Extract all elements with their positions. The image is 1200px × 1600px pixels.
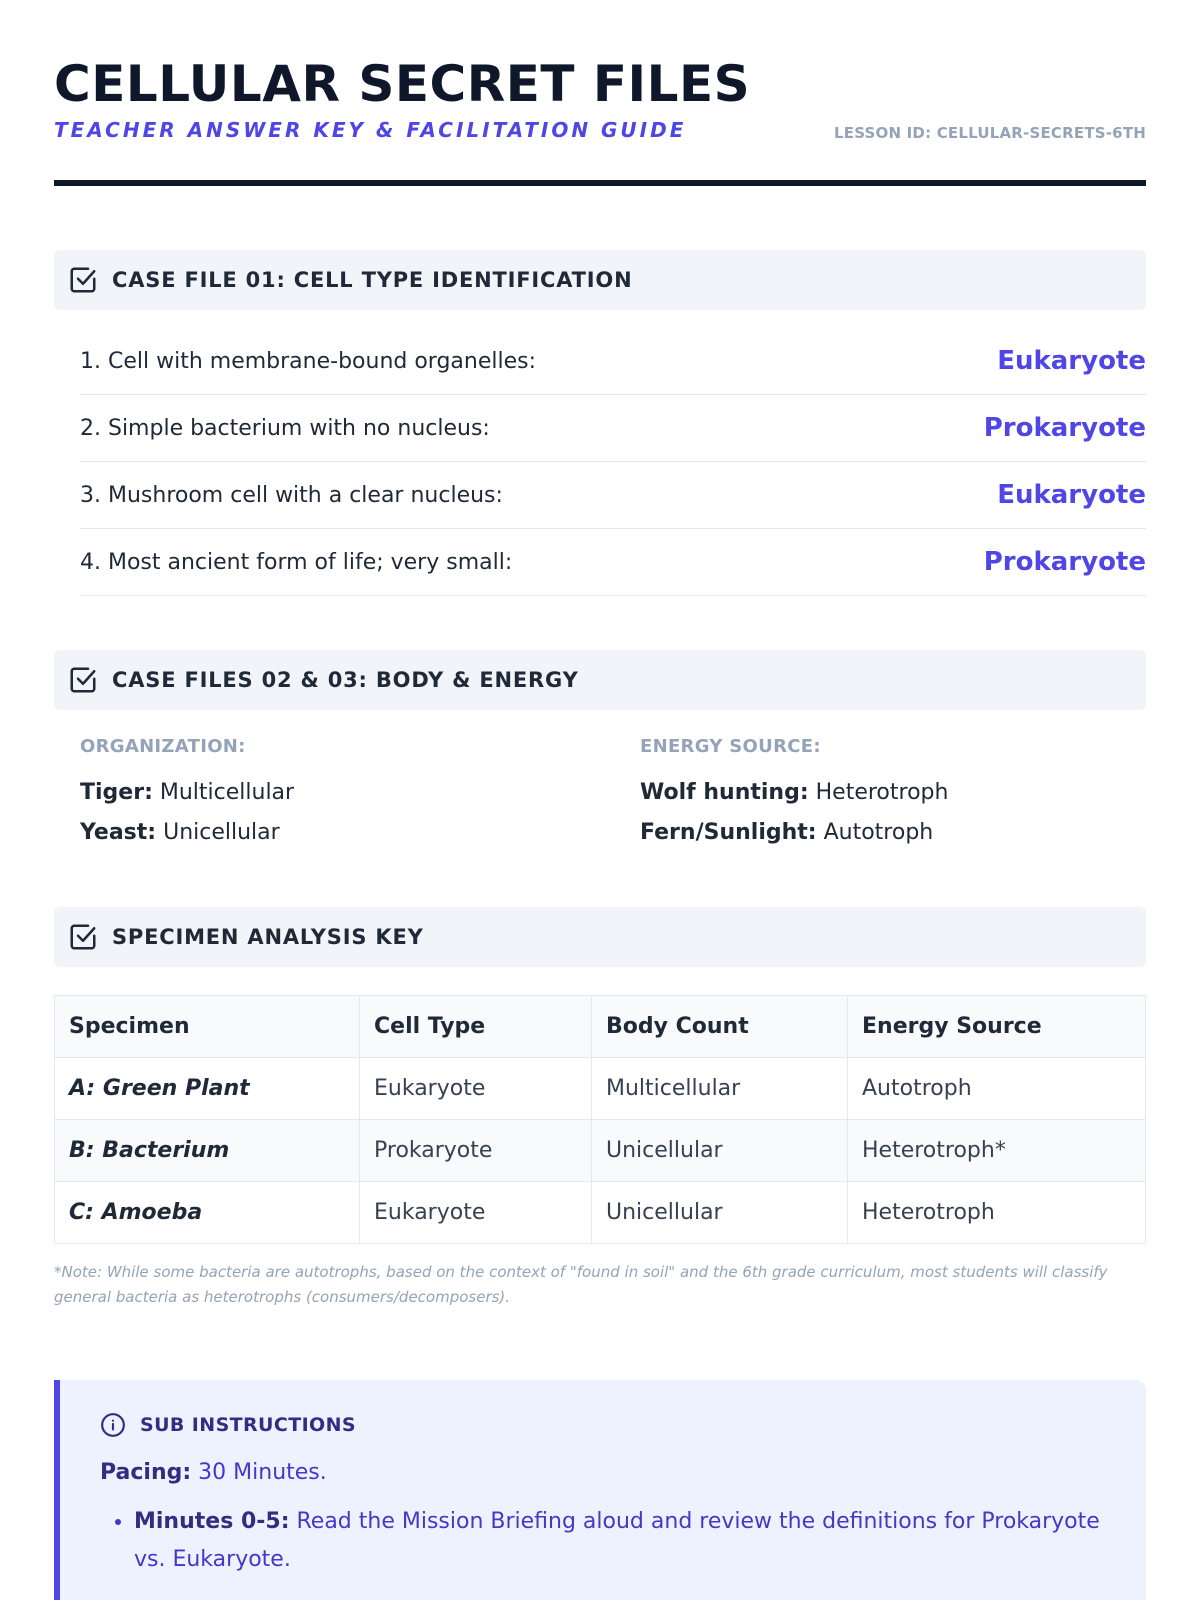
answer-key: Fern/Sunlight: xyxy=(640,820,817,845)
page-header xyxy=(54,0,1146,186)
question-text: 1. Cell with membrane-bound organelles: xyxy=(80,348,537,374)
table-row xyxy=(55,1120,1146,1182)
table-row xyxy=(55,1182,1146,1244)
column-header: Specimen xyxy=(55,996,360,1058)
answer-line xyxy=(640,813,1200,853)
list-item xyxy=(80,529,1146,596)
table-cell: Heterotroph xyxy=(848,1182,1146,1244)
table-cell: Unicellular xyxy=(592,1182,848,1244)
table-cell: Autotroph xyxy=(848,1058,1146,1120)
check-square-icon xyxy=(68,665,98,695)
answer-text: Prokaryote xyxy=(983,413,1146,443)
answer-text: Eukaryote xyxy=(997,480,1146,510)
page-subtitle: TEACHER ANSWER KEY & FACILITATION GUIDE xyxy=(54,118,687,142)
instruction-list xyxy=(100,1503,1134,1579)
table-header-row xyxy=(55,996,1146,1058)
list-item xyxy=(80,328,1146,395)
section-header xyxy=(54,907,1146,967)
specimen-table xyxy=(54,995,1146,1244)
table-cell: Unicellular xyxy=(592,1120,848,1182)
info-icon xyxy=(100,1412,126,1438)
answer-value: Heterotroph xyxy=(815,780,949,805)
step-label: Minutes 0-5: xyxy=(134,1509,290,1534)
case-file-01 xyxy=(54,250,1146,596)
specimen-analysis xyxy=(54,907,1146,1310)
check-square-icon xyxy=(68,265,98,295)
list-item xyxy=(80,462,1146,529)
answer-line xyxy=(80,773,640,813)
answer-line xyxy=(80,813,640,853)
page-title: CELLULAR SECRET FILES xyxy=(54,55,751,113)
table-cell: C: Amoeba xyxy=(55,1182,360,1244)
answer-key: Yeast: xyxy=(80,820,157,845)
lesson-id: LESSON ID: CELLULAR-SECRETS-6TH xyxy=(833,124,1146,142)
section-header xyxy=(54,650,1146,710)
table-cell: Multicellular xyxy=(592,1058,848,1120)
answer-value: Unicellular xyxy=(163,820,280,845)
sub-instructions-header xyxy=(100,1412,1146,1438)
sub-instructions-box xyxy=(54,1380,1146,1600)
check-square-icon xyxy=(68,922,98,952)
column-heading: ENERGY SOURCE: xyxy=(640,736,821,757)
list-item xyxy=(134,1503,1134,1579)
pacing-line xyxy=(100,1460,1146,1485)
qa-list xyxy=(80,328,1146,596)
answer-value: Autotroph xyxy=(823,820,934,845)
question-text: 3. Mushroom cell with a clear nucleus: xyxy=(80,482,503,508)
table-cell: Eukaryote xyxy=(360,1058,592,1120)
section-title: CASE FILE 01: CELL TYPE IDENTIFICATION xyxy=(112,268,633,292)
two-column-answers xyxy=(80,736,1146,853)
question-text: 4. Most ancient form of life; very small: xyxy=(80,549,513,575)
column-heading: ORGANIZATION: xyxy=(80,736,246,757)
answer-key: Tiger: xyxy=(80,780,153,805)
pacing-label: Pacing: xyxy=(100,1460,192,1485)
column-header: Body Count xyxy=(592,996,848,1058)
table-cell: B: Bacterium xyxy=(55,1120,360,1182)
list-item xyxy=(80,395,1146,462)
energy-column xyxy=(640,736,1200,853)
table-row xyxy=(55,1058,1146,1120)
table-cell: Prokaryote xyxy=(360,1120,592,1182)
case-files-02-03 xyxy=(54,650,1146,853)
section-title: SPECIMEN ANALYSIS KEY xyxy=(112,925,424,949)
answer-key: Wolf hunting: xyxy=(640,780,809,805)
question-text: 2. Simple bacterium with no nucleus: xyxy=(80,415,490,441)
table-cell: Heterotroph* xyxy=(848,1120,1146,1182)
answer-value: Multicellular xyxy=(159,780,295,805)
answer-text: Prokaryote xyxy=(983,547,1146,577)
organization-column xyxy=(80,736,640,853)
column-header: Energy Source xyxy=(848,996,1146,1058)
table-footnote: *Note: While some bacteria are autotrophs, based on the context of "found in soil" and the 6th grade curriculum, most students will classify general bacteria as heterotrophs (consumers/decomposers). xyxy=(54,1263,1108,1306)
step-text: Read the Mission Briefing aloud and review the definitions for Prokaryote vs. Eukaryote. xyxy=(134,1509,1100,1572)
column-header: Cell Type xyxy=(360,996,592,1058)
section-title: CASE FILES 02 & 03: BODY & ENERGY xyxy=(112,668,579,692)
sub-instructions-title: SUB INSTRUCTIONS xyxy=(140,1414,356,1436)
answer-text: Eukaryote xyxy=(997,346,1146,376)
pacing-value: 30 Minutes. xyxy=(191,1460,327,1485)
table-cell: A: Green Plant xyxy=(55,1058,360,1120)
table-cell: Eukaryote xyxy=(360,1182,592,1244)
answer-line xyxy=(640,773,1200,813)
section-header xyxy=(54,250,1146,310)
